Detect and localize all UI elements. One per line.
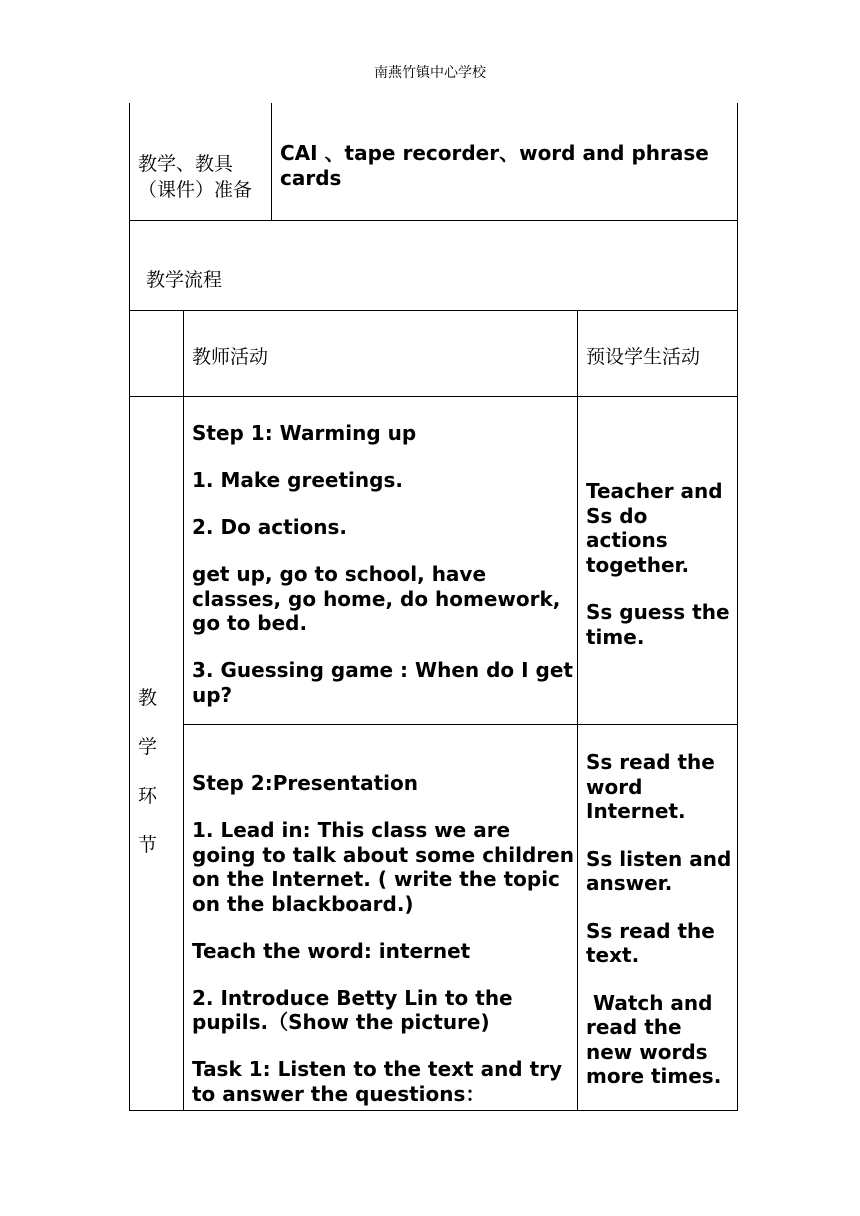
step1-student-item: Ss guess the time. <box>586 600 730 649</box>
step2-student-item: Watch and read the new words more times. <box>586 990 722 1088</box>
step1-student-item: Teacher and Ss do actions together. <box>586 479 723 577</box>
teaching-section-label <box>138 683 168 879</box>
flow-title: 教学流程 <box>146 269 223 291</box>
step1-item: 1. Make greetings. <box>192 468 403 492</box>
teacher-activity-header: 教师活动 <box>192 346 269 368</box>
step1-item: 2. Do actions. <box>192 515 348 539</box>
student-activity-header: 预设学生活动 <box>586 346 701 368</box>
step2-item: 2. Introduce Betty Lin to the pupils.（Show the picture) <box>192 985 513 1034</box>
step2-item: Task 1: Listen to the text and try to answer the questions： <box>192 1057 563 1106</box>
side-char: 教 <box>138 687 158 709</box>
prep-label: 教学、教具（课件）准备 <box>138 153 253 201</box>
step2-student-item: Ss listen and answer. <box>586 846 732 895</box>
step2-title: Step 2:Presentation <box>192 771 418 795</box>
step1-teacher-cell <box>192 421 574 707</box>
side-char: 节 <box>138 834 158 856</box>
side-char: 环 <box>138 785 158 807</box>
step2-teacher-cell <box>192 771 574 1106</box>
step1-title: Step 1: Warming up <box>192 421 417 445</box>
step2-item: 1. Lead in: This class we are going to talk about some children on the Internet. ( write the topic on the blackboard.) <box>192 818 574 916</box>
step1-item: get up, go to school, have classes, go home, do homework, go to bed. <box>192 562 561 635</box>
side-char: 学 <box>138 736 158 758</box>
step2-student-item: Ss read the word Internet. <box>586 750 715 823</box>
step2-item: Teach the word: internet <box>192 938 471 963</box>
step2-student-cell <box>586 750 734 1089</box>
step1-item: 3. Guessing game : When do I get up? <box>192 658 573 707</box>
step1-student-cell <box>586 479 734 649</box>
prep-value: CAI 、tape recorder、word and phrase cards <box>280 141 709 190</box>
page-header: 南燕竹镇中心学校 <box>374 65 486 81</box>
step2-student-item: Ss read the text. <box>586 918 715 967</box>
